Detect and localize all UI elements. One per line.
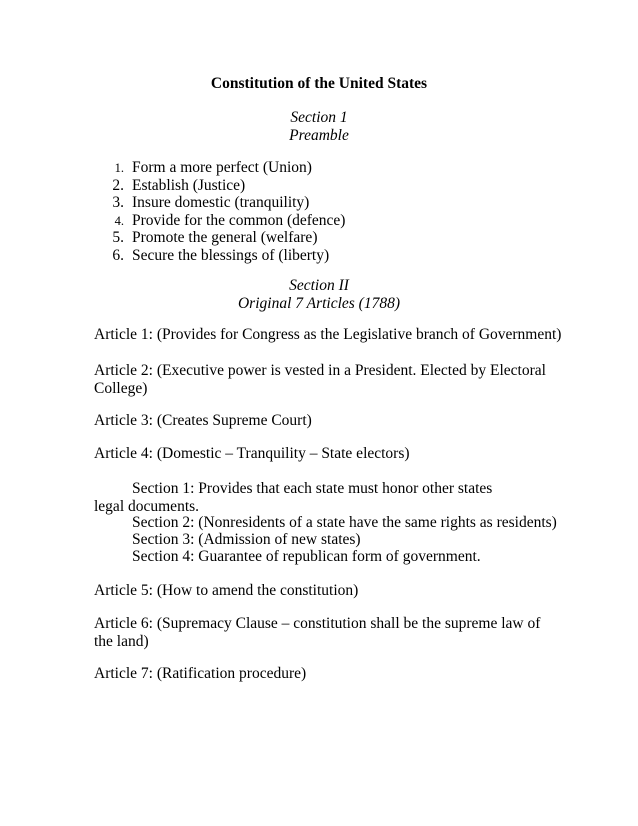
- article-2: Article 2: (Executive power is vested in a President. Elected by Electoral College): [94, 362, 546, 397]
- document-title: Constitution of the United States: [210, 75, 428, 92]
- list-item: [0, 212, 638, 230]
- section-1-heading: Section 1: [290, 109, 348, 126]
- article-5: Article 5: (How to amend the constitution): [94, 582, 359, 599]
- list-item: [0, 177, 638, 195]
- list-item: [0, 247, 638, 265]
- section-2-heading-block: [0, 277, 638, 313]
- list-item-number: 2.: [112, 176, 124, 194]
- list-item-text: Establish (Justice): [132, 176, 246, 194]
- list-item-number: 1.: [114, 161, 124, 175]
- list-item-text: Promote the general (welfare): [132, 229, 318, 247]
- list-item-text: Insure domestic (tranquility): [132, 194, 310, 212]
- list-item-number: 6.: [112, 246, 124, 264]
- list-item: [0, 159, 638, 177]
- article-4-section-2: Section 2: (Nonresidents of a state have the same rights as residents): [132, 514, 557, 531]
- article-3: Article 3: (Creates Supreme Court): [94, 412, 312, 429]
- list-item-number: 3.: [112, 194, 124, 212]
- article-4-section-1: Section 1: Provides that each state must honor other states legal documents.: [94, 480, 493, 515]
- list-item-text: Form a more perfect (Union): [132, 159, 312, 176]
- section-1-subheading: Preamble: [289, 127, 349, 144]
- article-4-section-3: Section 3: (Admission of new states): [132, 531, 361, 548]
- section-1-heading-block: [0, 109, 638, 145]
- list-item-number: 5.: [112, 229, 124, 247]
- article-1: Article 1: (Provides for Congress as the Legislative branch of Government): [94, 326, 562, 343]
- list-item: [0, 194, 638, 212]
- section-2-heading: Section II: [289, 277, 349, 294]
- article-4: Article 4: (Domestic – Tranquility – State electors): [94, 445, 410, 462]
- list-item-number: 4.: [114, 213, 124, 228]
- section-2-subheading: Original 7 Articles (1788): [237, 295, 401, 312]
- list-item-text: Secure the blessings of (liberty): [132, 246, 330, 264]
- list-item-text: Provide for the common (defence): [132, 211, 346, 229]
- article-7: Article 7: (Ratification procedure): [94, 665, 307, 682]
- list-item: [0, 229, 638, 247]
- article-4-section-4: Section 4: Guarantee of republican form of government.: [132, 548, 481, 565]
- preamble-list: [0, 159, 638, 265]
- article-6: Article 6: (Supremacy Clause – constitution shall be the supreme law of the land): [94, 615, 541, 650]
